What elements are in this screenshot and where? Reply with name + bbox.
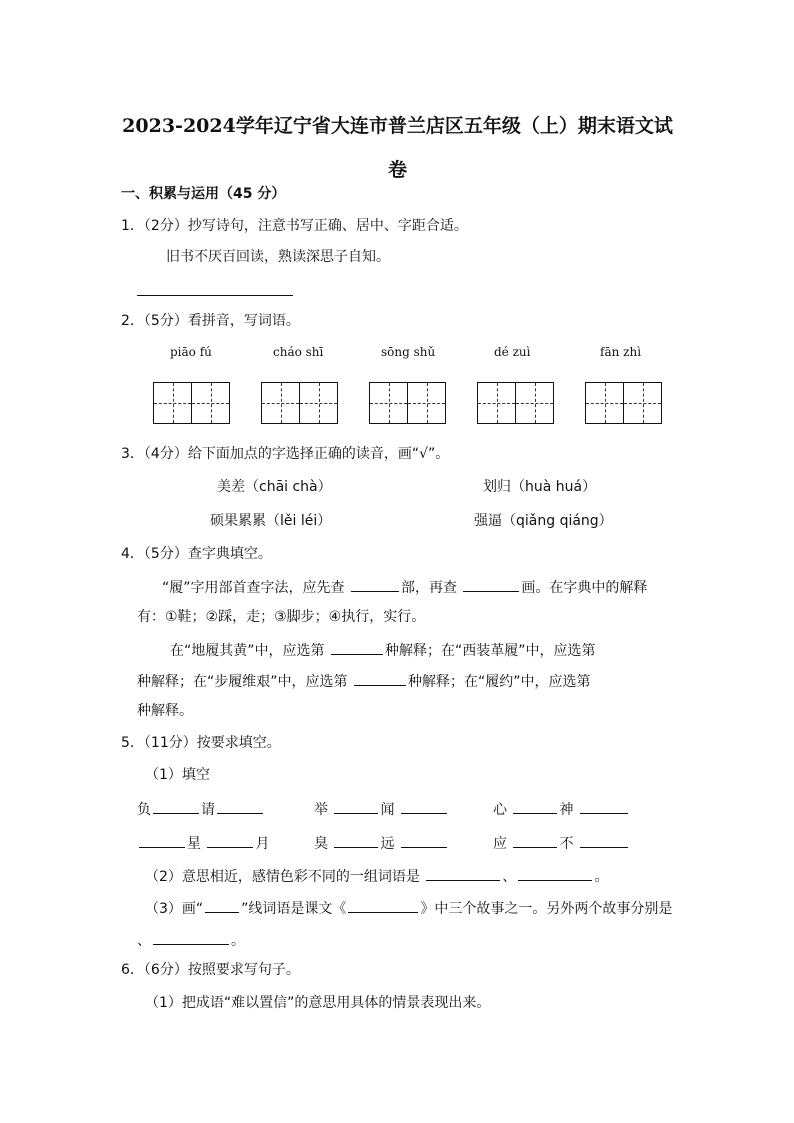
idiom-char: 应: [493, 836, 507, 852]
question-3: [121, 444, 449, 464]
q5-text: ”线词语是课文《: [241, 901, 347, 917]
idiom-blank[interactable]: [139, 832, 185, 848]
idiom-char: 神: [559, 802, 574, 818]
story-blank[interactable]: [153, 929, 229, 945]
q4-text: 种解释；在“西装革履”中，应选第: [384, 643, 596, 659]
question-prompt: （5分）查字典填空。: [143, 546, 272, 562]
idiom-fill-5: [314, 832, 449, 854]
idiom-fill-2: [314, 798, 449, 820]
idiom-char: 星: [187, 836, 201, 852]
q5-sub-3-cont: [137, 929, 245, 951]
pinyin-5: fān zhì: [600, 345, 642, 359]
meaning-blank-1[interactable]: [331, 639, 383, 655]
question-prompt: （5分）看拼音，写词语。: [143, 313, 300, 329]
pinyin-4: dé zuì: [494, 345, 531, 359]
question-1: [121, 216, 468, 236]
q5-text: 、: [137, 933, 151, 949]
idiom-char: 月: [255, 836, 270, 852]
pinyin-1: piāo fú: [170, 345, 212, 359]
q6-sub-1: （1）把成语“难以置信”的意思用具体的情景表现出来。: [145, 995, 491, 1011]
title-line-2: 卷: [387, 159, 407, 181]
idiom-blank[interactable]: [334, 832, 378, 848]
question-number: 1．: [121, 218, 144, 234]
q4-text: 种解释；在“步履维艰”中，应选第: [137, 674, 348, 690]
idiom-blank[interactable]: [207, 832, 253, 848]
question-number: 2．: [121, 313, 144, 329]
idiom-fill-1: [137, 798, 265, 820]
question-number: 5．: [121, 735, 144, 751]
q4-line-5: 种解释。: [137, 703, 193, 719]
writing-grid-1[interactable]: [153, 382, 229, 424]
q5-text: 。: [594, 869, 609, 885]
question-prompt: （11分）按要求填空。: [143, 735, 281, 751]
reading-item-4[interactable]: 强逼（qiǎng qiáng）: [474, 513, 613, 529]
poem-line: 旧书不厌百回读，熟读深思子自知。: [166, 249, 390, 265]
idiom-blank[interactable]: [580, 798, 628, 814]
idiom-fill-6: [493, 832, 630, 854]
idiom-char: 不: [559, 836, 574, 852]
underline-sample: [205, 897, 239, 913]
q4-text: 部，再查: [400, 580, 457, 596]
question-prompt: （2分）抄写诗句，注意书写正确、居中、字距合适。: [143, 218, 468, 234]
q5-text: （2）意思相近，感情色彩不同的一组词语是: [145, 869, 420, 885]
question-prompt: （6分）按照要求写句子。: [143, 962, 300, 978]
q4-line-2: 有：①鞋；②踩，走；③脚步；④执行，实行。: [137, 609, 426, 625]
writing-grid-5[interactable]: [585, 382, 661, 424]
idiom-blank[interactable]: [334, 798, 378, 814]
idiom-char: 闻: [380, 802, 395, 818]
idiom-blank[interactable]: [153, 798, 199, 814]
question-2: [121, 311, 300, 331]
q4-text: 画。在字典中的解释: [521, 580, 648, 596]
title-line-1: 2023-2024学年辽宁省大连市普兰店区五年级（上）期末语文试: [122, 115, 673, 137]
question-prompt: （4分）给下面加点的字选择正确的读音，画“√”。: [143, 446, 450, 462]
word-blank-1[interactable]: [426, 865, 500, 881]
question-6: [121, 960, 300, 980]
question-5: [121, 733, 281, 753]
question-number: 3．: [121, 446, 144, 462]
pinyin-3: sōng shǔ: [381, 345, 436, 359]
idiom-char: 请: [201, 802, 215, 818]
question-4: [121, 544, 272, 564]
pinyin-2: cháo shī: [273, 345, 324, 359]
page-title: [110, 104, 685, 192]
copy-answer-line[interactable]: [137, 295, 293, 296]
q5-text: 。: [231, 933, 245, 949]
idiom-char: 负: [137, 802, 151, 818]
idiom-blank[interactable]: [513, 798, 557, 814]
idiom-fill-4: [137, 832, 269, 854]
q5-sub-2: [145, 865, 608, 887]
q4-text: 在“地履其黄”中，应选第: [170, 643, 325, 659]
idiom-fill-3: [493, 798, 630, 820]
q4-line-1: [162, 576, 647, 598]
meaning-blank-3[interactable]: [354, 670, 406, 686]
q4-line-3: [170, 639, 595, 661]
lesson-title-blank[interactable]: [348, 897, 418, 913]
question-number: 4．: [121, 546, 144, 562]
q4-line-4: [137, 670, 590, 692]
q5-text: （3）画“: [145, 901, 204, 917]
strokes-blank[interactable]: [463, 576, 519, 592]
idiom-blank[interactable]: [401, 798, 447, 814]
writing-grid-3[interactable]: [369, 382, 445, 424]
writing-grid-2[interactable]: [261, 382, 337, 424]
q5-sub-1: （1）填空: [145, 767, 210, 783]
q5-text: 、: [502, 869, 517, 885]
idiom-blank[interactable]: [401, 832, 447, 848]
q5-sub-3: [145, 897, 672, 919]
idiom-blank[interactable]: [513, 832, 557, 848]
idiom-blank[interactable]: [580, 832, 628, 848]
radical-blank[interactable]: [351, 576, 399, 592]
section-heading: 一、积累与运用（45 分）: [121, 186, 286, 202]
idiom-char: 远: [380, 836, 395, 852]
q4-text: 种解释；在“履约”中，应选第: [407, 674, 591, 690]
q5-text: 》中三个故事之一。另外两个故事分别是: [420, 901, 673, 917]
idiom-char: 举: [314, 802, 328, 818]
question-number: 6．: [121, 962, 144, 978]
reading-item-1[interactable]: 美差（chāi chà）: [217, 479, 332, 495]
reading-item-3[interactable]: 硕果累累（lěi léi）: [210, 513, 332, 529]
word-blank-2[interactable]: [518, 865, 592, 881]
idiom-char: 臭: [314, 836, 328, 852]
q4-text: “履”字用部首查字法，应先查: [162, 580, 345, 596]
reading-item-2[interactable]: 划归（huà huá）: [483, 479, 597, 495]
idiom-char: 心: [493, 802, 507, 818]
writing-grid-4[interactable]: [477, 382, 553, 424]
idiom-blank[interactable]: [217, 798, 263, 814]
